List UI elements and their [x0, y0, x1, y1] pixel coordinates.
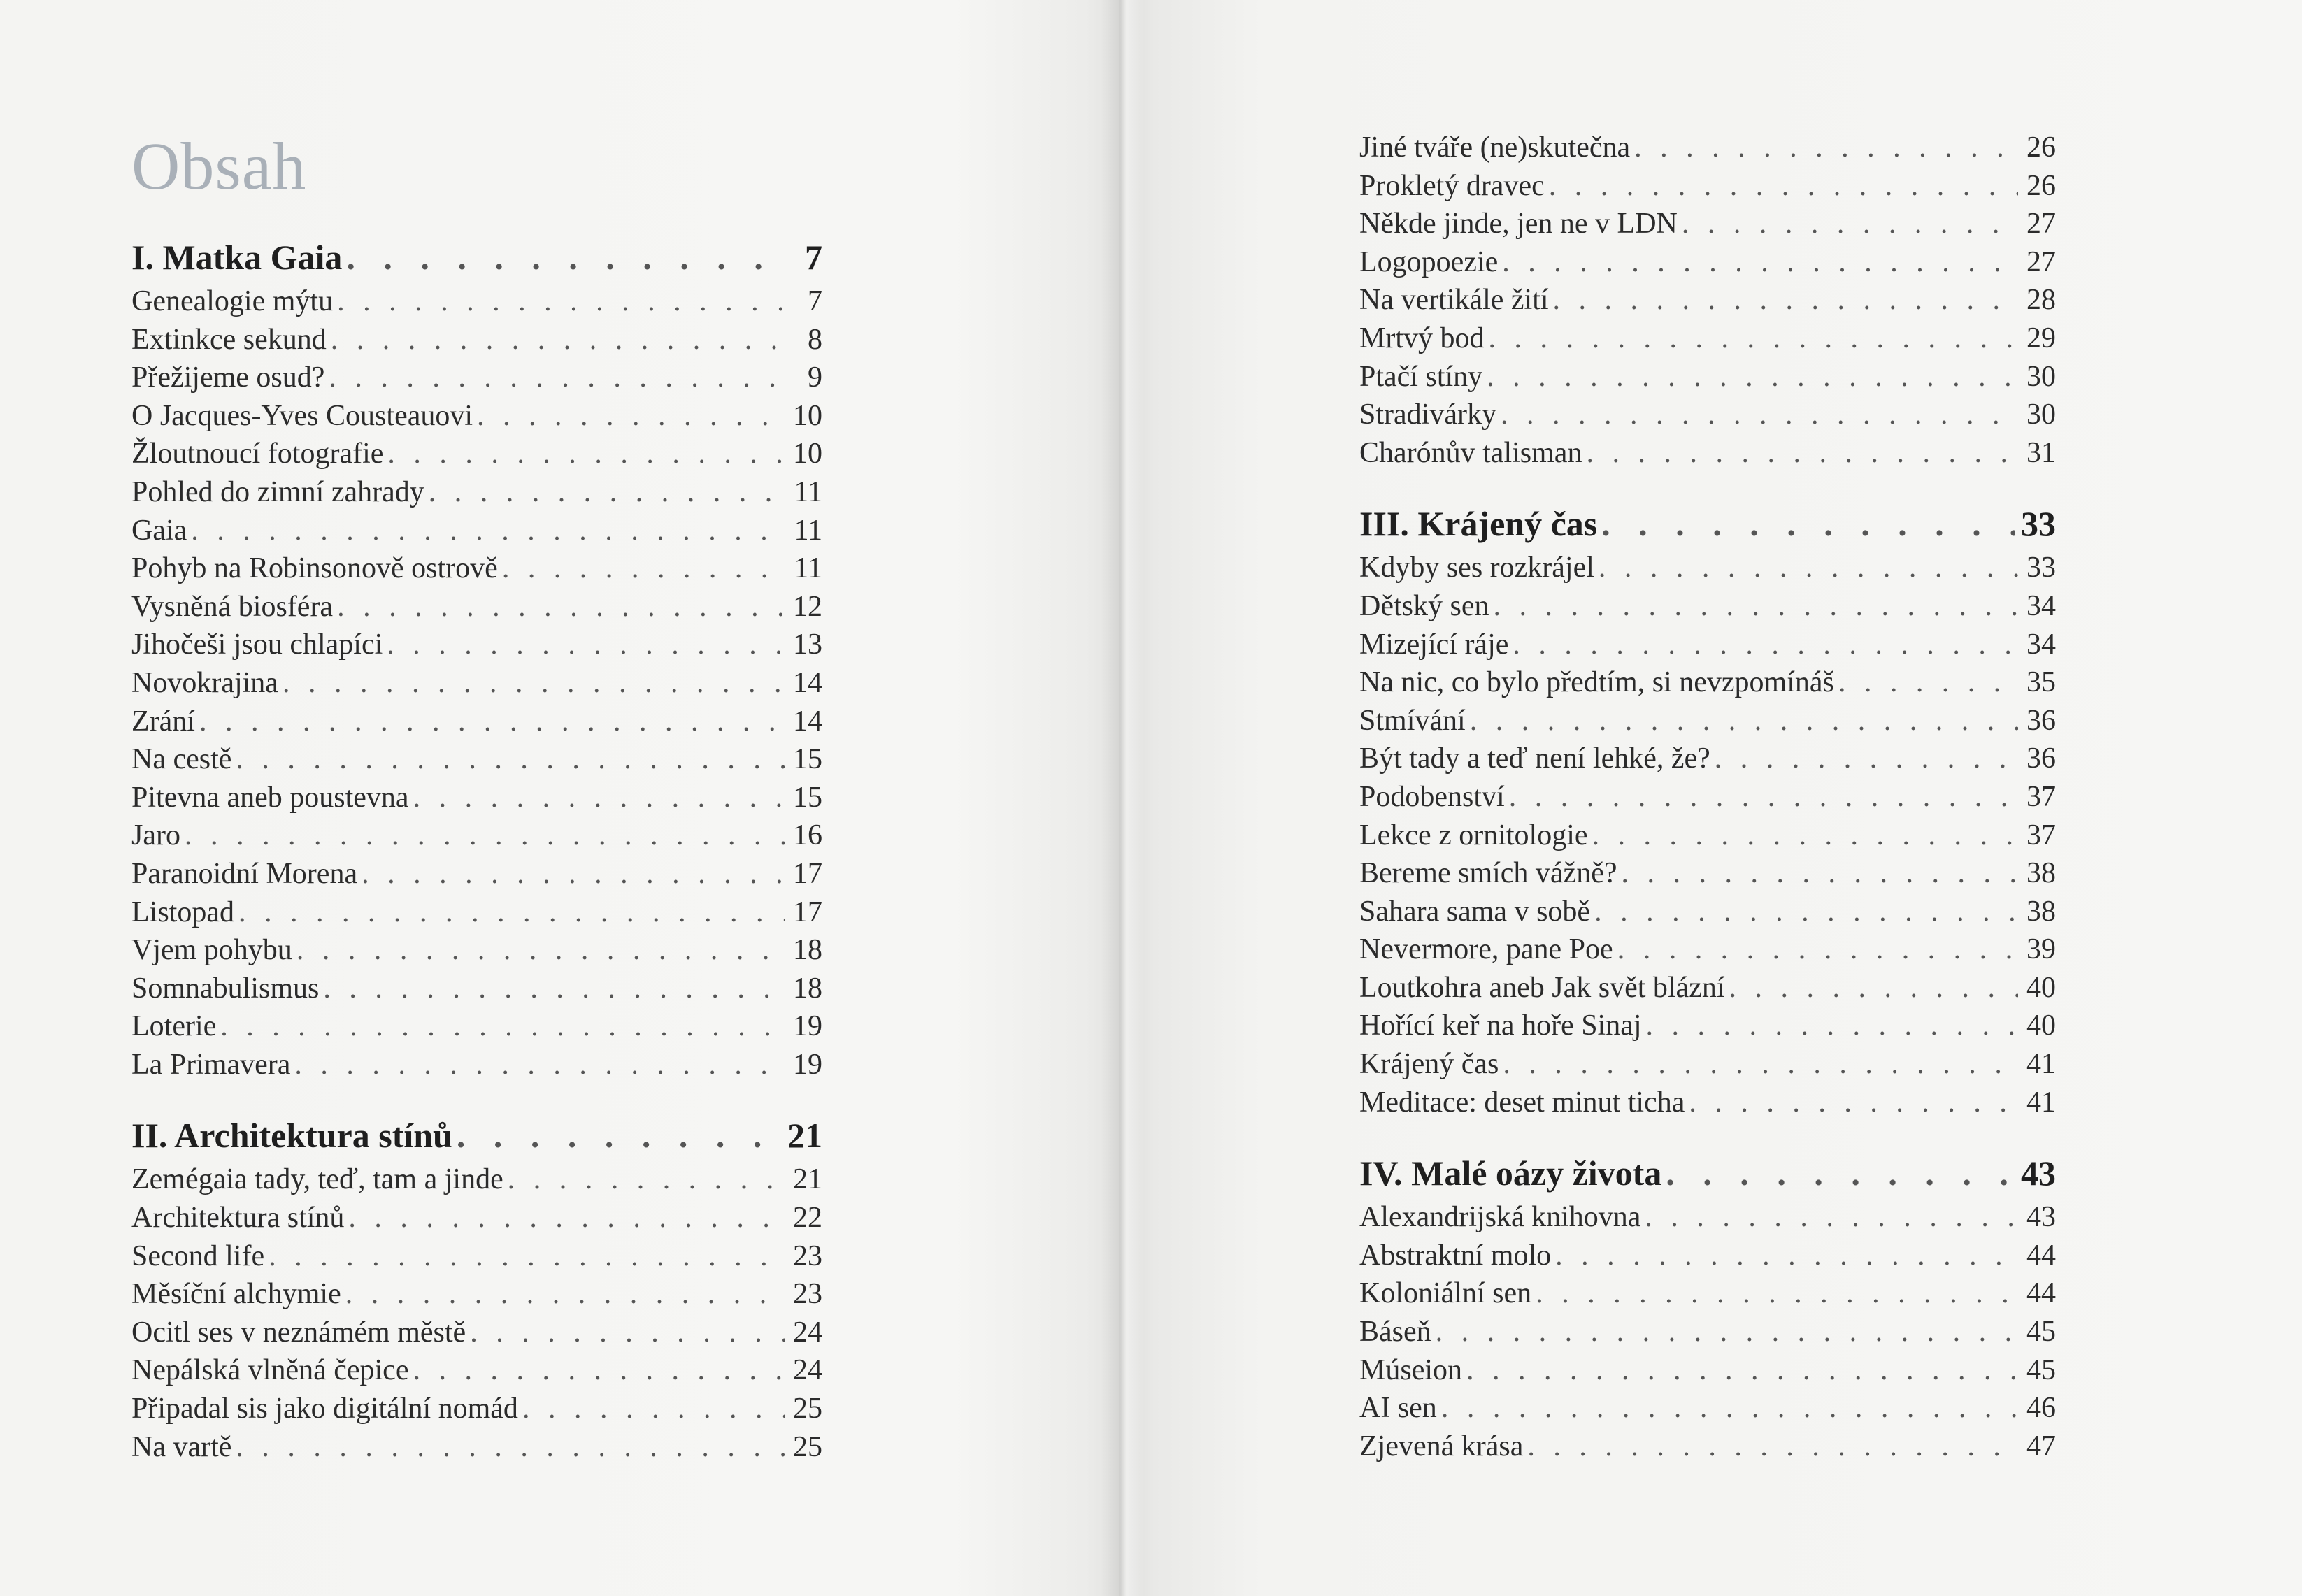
toc-entry	[131, 435, 822, 473]
entry-page-number: 45	[2026, 1316, 2056, 1349]
dot-leader	[413, 779, 785, 817]
dot-leader	[1553, 281, 2018, 319]
dot-leader	[329, 359, 785, 397]
dot-leader	[502, 549, 785, 588]
dot-leader	[522, 1390, 785, 1428]
entry-title: Nevermore, pane Poe	[1359, 933, 1613, 966]
dot-leader	[429, 473, 785, 512]
dot-leader	[387, 435, 785, 473]
toc-entry	[131, 626, 822, 664]
dot-leader	[185, 817, 785, 855]
toc-entry	[1359, 319, 2056, 358]
entry-page-number: 28	[2026, 284, 2056, 317]
entry-title: Ocitl ses v neznámém městě	[131, 1316, 466, 1349]
entry-title: Pitevna aneb poustevna	[131, 781, 409, 814]
entry-page-number: 7	[808, 285, 822, 317]
dot-leader	[191, 512, 785, 550]
entry-page-number: 22	[793, 1202, 822, 1235]
entry-title: Dětský sen	[1359, 589, 1489, 622]
toc-entry	[1359, 1198, 2056, 1237]
entry-title: Na cestě	[131, 743, 232, 776]
dot-leader	[1466, 1351, 2018, 1390]
toc-entry	[131, 1390, 822, 1428]
section-page-number: 7	[805, 238, 822, 277]
toc-entry	[131, 664, 822, 703]
entry-title: AI sen	[1359, 1392, 1437, 1425]
entry-page-number: 27	[2026, 208, 2056, 240]
toc-entry	[1359, 1428, 2056, 1466]
dot-leader	[1527, 1428, 2018, 1466]
toc-entry	[131, 931, 822, 970]
entry-page-number: 44	[2026, 1239, 2056, 1272]
dot-leader	[348, 1199, 785, 1237]
dot-leader	[1594, 893, 2018, 931]
toc-entry	[1359, 281, 2056, 319]
entry-title: Bereme smích vážně?	[1359, 857, 1617, 890]
dot-leader	[387, 626, 785, 664]
entry-title: Na vertikále žití	[1359, 284, 1549, 317]
entry-title: Jihočeši jsou chlapíci	[131, 628, 383, 661]
entry-title: Měsíční alchymie	[131, 1278, 341, 1311]
toc-entry	[131, 1275, 822, 1314]
dot-leader	[220, 1007, 785, 1046]
toc-entry	[131, 703, 822, 741]
entry-page-number: 25	[793, 1430, 822, 1463]
dot-leader	[1645, 1198, 2018, 1237]
entry-title: Nepálská vlněná čepice	[131, 1354, 409, 1387]
entry-title: Genealogie mýtu	[131, 285, 334, 317]
entry-page-number: 24	[793, 1354, 822, 1387]
dot-leader	[1509, 778, 2018, 817]
entry-title: Gaia	[131, 514, 187, 547]
entry-page-number: 26	[2026, 169, 2056, 202]
dot-leader	[323, 970, 785, 1008]
section-title: IV. Malé oázy života	[1359, 1153, 1662, 1193]
toc-entry	[131, 282, 822, 321]
dot-leader	[1436, 1313, 2018, 1351]
toc-entry	[131, 321, 822, 359]
toc-entry	[131, 1314, 822, 1352]
toc-entry	[1359, 1389, 2056, 1428]
entry-page-number: 11	[794, 552, 822, 585]
dot-leader	[1715, 740, 2018, 778]
toc-entry	[131, 970, 822, 1008]
dot-leader	[337, 588, 785, 626]
dot-leader	[345, 1275, 785, 1314]
dot-leader	[470, 1314, 785, 1352]
entry-page-number: 36	[2026, 704, 2056, 737]
toc-entry	[1359, 778, 2056, 817]
entry-title: Meditace: deset minut ticha	[1359, 1086, 1685, 1119]
section-title: III. Krájený čas	[1359, 504, 1598, 544]
dot-leader	[362, 855, 785, 893]
dot-leader	[1536, 1274, 2018, 1313]
entry-title: Charónův talisman	[1359, 436, 1582, 469]
entry-title: Ptačí stíny	[1359, 360, 1483, 393]
dot-leader	[331, 321, 785, 359]
entry-page-number: 23	[793, 1278, 822, 1311]
entry-page-number: 23	[793, 1239, 822, 1272]
entry-page-number: 33	[2026, 552, 2056, 584]
toc-entry	[131, 512, 822, 550]
entry-title: Múseion	[1359, 1353, 1462, 1386]
entry-page-number: 15	[793, 743, 822, 776]
entry-title: Zrání	[131, 705, 195, 738]
toc-entry	[1359, 817, 2056, 855]
section-title: II. Architektura stínů	[131, 1116, 452, 1156]
entry-title: Krájený čas	[1359, 1048, 1499, 1081]
dot-leader	[238, 893, 785, 932]
dot-leader	[236, 740, 785, 779]
toc-entry	[1359, 740, 2056, 778]
dot-leader	[1601, 503, 2015, 545]
entry-title: Stradivárky	[1359, 398, 1496, 431]
toc-entry	[131, 1428, 822, 1467]
dot-leader	[236, 1428, 785, 1467]
toc-entry	[131, 549, 822, 588]
entry-page-number: 9	[808, 361, 822, 394]
dot-leader	[346, 236, 785, 278]
entry-title: Pohyb na Robinsonově ostrově	[131, 552, 498, 585]
entry-title: Být tady a teď není lehké, že?	[1359, 742, 1710, 775]
toc-entry	[1359, 1084, 2056, 1122]
entry-page-number: 40	[2026, 971, 2056, 1004]
dot-leader	[1634, 129, 2018, 167]
toc-entry	[1359, 205, 2056, 243]
entry-title: Mizející ráje	[1359, 628, 1509, 661]
entry-page-number: 14	[793, 666, 822, 699]
toc-entry	[1359, 358, 2056, 396]
page-title: Obsah	[131, 129, 307, 203]
entry-page-number: 30	[2026, 398, 2056, 431]
entry-page-number: 17	[793, 857, 822, 890]
toc-section-heading	[131, 1114, 822, 1156]
dot-leader	[1503, 1045, 2018, 1084]
entry-page-number: 46	[2026, 1392, 2056, 1425]
toc-entry	[1359, 587, 2056, 626]
dot-leader	[1838, 663, 2018, 702]
entry-page-number: 15	[793, 781, 822, 814]
entry-page-number: 26	[2026, 131, 2056, 164]
entry-title: Jaro	[131, 819, 180, 852]
dot-leader	[283, 664, 785, 703]
toc-entry	[1359, 243, 2056, 282]
toc-entry	[1359, 1237, 2056, 1275]
entry-page-number: 27	[2026, 245, 2056, 278]
toc-entry	[1359, 930, 2056, 969]
entry-title: Někde jinde, jen ne v LDN	[1359, 208, 1678, 240]
toc-entry	[1359, 434, 2056, 473]
toc-entry	[1359, 702, 2056, 740]
entry-page-number: 10	[793, 438, 822, 470]
entry-page-number: 17	[793, 896, 822, 928]
toc-entry	[131, 817, 822, 855]
toc-entry	[131, 1351, 822, 1390]
entry-title: Na vartě	[131, 1430, 232, 1463]
entry-page-number: 44	[2026, 1277, 2056, 1310]
entry-title: Vjem pohybu	[131, 934, 292, 967]
toc-entry	[131, 1199, 822, 1237]
entry-title: Pohled do zimní zahrady	[131, 475, 424, 508]
dot-leader	[413, 1351, 785, 1390]
dot-leader	[1599, 549, 2018, 587]
entry-page-number: 19	[793, 1048, 822, 1081]
entry-page-number: 41	[2026, 1048, 2056, 1081]
entry-title: Zjevená krása	[1359, 1430, 1524, 1462]
entry-page-number: 11	[794, 475, 822, 508]
dot-leader	[1502, 243, 2018, 282]
toc-entry	[1359, 1007, 2056, 1045]
entry-title: Novokrajina	[131, 666, 278, 699]
entry-page-number: 18	[793, 972, 822, 1005]
dot-leader	[1682, 205, 2018, 243]
entry-page-number: 47	[2026, 1430, 2056, 1462]
entry-page-number: 38	[2026, 895, 2056, 928]
dot-leader	[1592, 817, 2018, 855]
entry-page-number: 31	[2026, 436, 2056, 469]
entry-page-number: 41	[2026, 1086, 2056, 1119]
toc-entry	[1359, 549, 2056, 587]
entry-title: Extinkce sekund	[131, 323, 327, 356]
dot-leader	[294, 1046, 785, 1084]
entry-title: Lekce z ornitologie	[1359, 819, 1588, 851]
toc-right-column	[1359, 129, 2056, 1465]
dot-leader	[337, 282, 785, 321]
section-page-number: 43	[2021, 1153, 2056, 1193]
dot-leader	[1555, 1237, 2018, 1275]
entry-page-number: 19	[793, 1010, 822, 1043]
dot-leader	[199, 703, 785, 741]
entry-title: Koloniální sen	[1359, 1277, 1532, 1310]
entry-page-number: 36	[2026, 742, 2056, 775]
toc-entry	[1359, 167, 2056, 206]
dot-leader	[508, 1160, 785, 1199]
toc-entry	[131, 1237, 822, 1276]
dot-leader	[1666, 1152, 2015, 1194]
entry-title: Loutkohra aneb Jak svět blázní	[1359, 971, 1725, 1004]
dot-leader	[1586, 434, 2018, 473]
dot-leader	[1646, 1007, 2018, 1045]
dot-leader	[1617, 930, 2018, 969]
dot-leader	[1501, 396, 2018, 434]
dot-leader	[1689, 1084, 2018, 1122]
entry-title: Architektura stínů	[131, 1202, 345, 1235]
entry-page-number: 24	[793, 1316, 822, 1349]
entry-page-number: 21	[793, 1163, 822, 1196]
entry-title: Žloutnoucí fotografie	[131, 438, 384, 470]
toc-entry	[1359, 969, 2056, 1007]
dot-leader	[1441, 1389, 2018, 1428]
entry-page-number: 29	[2026, 322, 2056, 354]
entry-page-number: 18	[793, 934, 822, 967]
entry-title: Abstraktní molo	[1359, 1239, 1552, 1272]
toc-entry	[131, 397, 822, 436]
entry-page-number: 13	[793, 628, 822, 661]
entry-page-number: 43	[2026, 1201, 2056, 1234]
dot-leader	[1489, 319, 2019, 358]
entry-title: O Jacques-Yves Cousteauovi	[131, 399, 473, 432]
entry-title: Na nic, co bylo předtím, si nevzpomínáš	[1359, 666, 1834, 699]
entry-page-number: 34	[2026, 589, 2056, 622]
entry-title: Somnabulismus	[131, 972, 320, 1005]
entry-page-number: 14	[793, 705, 822, 738]
toc-entry	[1359, 1313, 2056, 1351]
entry-page-number: 34	[2026, 628, 2056, 661]
entry-title: Alexandrijská knihovna	[1359, 1201, 1641, 1234]
entry-page-number: 12	[793, 590, 822, 623]
entry-title: Prokletý dravec	[1359, 169, 1545, 202]
toc-entry	[131, 779, 822, 817]
entry-title: Podobenství	[1359, 780, 1505, 813]
toc-entry	[131, 893, 822, 932]
dot-leader	[296, 931, 785, 970]
dot-leader	[1493, 587, 2018, 626]
section-page-number: 21	[787, 1116, 822, 1156]
toc-entry	[1359, 1351, 2056, 1390]
section-title: I. Matka Gaia	[131, 238, 343, 277]
toc-entry	[1359, 854, 2056, 893]
toc-entry	[131, 359, 822, 397]
dot-leader	[477, 397, 785, 436]
entry-page-number: 11	[794, 514, 822, 547]
entry-title: Sahara sama v sobě	[1359, 895, 1591, 928]
toc-entry	[1359, 1045, 2056, 1084]
entry-page-number: 39	[2026, 933, 2056, 966]
toc-entry	[131, 740, 822, 779]
entry-title: Hořící keř na hoře Sinaj	[1359, 1009, 1642, 1042]
toc-entry	[131, 1160, 822, 1199]
entry-page-number: 40	[2026, 1009, 2056, 1042]
toc-entry	[1359, 893, 2056, 931]
entry-page-number: 30	[2026, 360, 2056, 393]
entry-title: Mrtvý bod	[1359, 322, 1485, 354]
entry-title: Listopad	[131, 896, 234, 928]
entry-title: Připadal sis jako digitální nomád	[131, 1393, 518, 1425]
toc-entry	[131, 588, 822, 626]
toc-section-heading	[131, 236, 822, 278]
entry-title: Báseň	[1359, 1316, 1431, 1349]
dot-leader	[1470, 702, 2018, 740]
entry-page-number: 8	[808, 323, 822, 356]
toc-entry	[1359, 626, 2056, 664]
dot-leader	[1729, 969, 2019, 1007]
entry-title: Second life	[131, 1239, 265, 1272]
dot-leader	[1549, 167, 2018, 206]
entry-page-number: 37	[2026, 819, 2056, 851]
dot-leader	[269, 1237, 785, 1276]
entry-title: Logopoezie	[1359, 245, 1499, 278]
entry-page-number: 35	[2026, 666, 2056, 699]
toc-entry	[1359, 396, 2056, 434]
entry-title: Zemégaia tady, teď, tam a jinde	[131, 1163, 503, 1196]
entry-page-number: 25	[793, 1393, 822, 1425]
entry-title: Přežijeme osud?	[131, 361, 325, 394]
toc-entry	[1359, 1274, 2056, 1313]
toc-entry	[1359, 129, 2056, 167]
toc-entry	[131, 1007, 822, 1046]
toc-entry	[131, 855, 822, 893]
toc-entry	[1359, 663, 2056, 702]
entry-title: Vysněná biosféra	[131, 590, 334, 623]
entry-page-number: 37	[2026, 780, 2056, 813]
entry-title: Kdyby ses rozkrájel	[1359, 552, 1594, 584]
entry-title: La Primavera	[131, 1048, 291, 1081]
toc-entry	[131, 1046, 822, 1084]
entry-title: Stmívání	[1359, 704, 1466, 737]
dot-leader	[1621, 854, 2018, 893]
dot-leader	[457, 1114, 782, 1156]
entry-title: Loterie	[131, 1010, 217, 1043]
entry-page-number: 45	[2026, 1353, 2056, 1386]
entry-page-number: 38	[2026, 857, 2056, 890]
dot-leader	[1513, 626, 2018, 664]
section-page-number: 33	[2021, 504, 2056, 544]
entry-page-number: 10	[793, 399, 822, 432]
entry-page-number: 16	[793, 819, 822, 852]
book-gutter	[1101, 0, 1143, 1596]
dot-leader	[1487, 358, 2018, 396]
entry-title: Paranoidní Morena	[131, 857, 358, 890]
toc-section-heading	[1359, 503, 2056, 545]
toc-left-column	[131, 236, 822, 1466]
toc-section-heading	[1359, 1152, 2056, 1194]
entry-title: Jiné tváře (ne)skutečna	[1359, 131, 1631, 164]
toc-entry	[131, 473, 822, 512]
